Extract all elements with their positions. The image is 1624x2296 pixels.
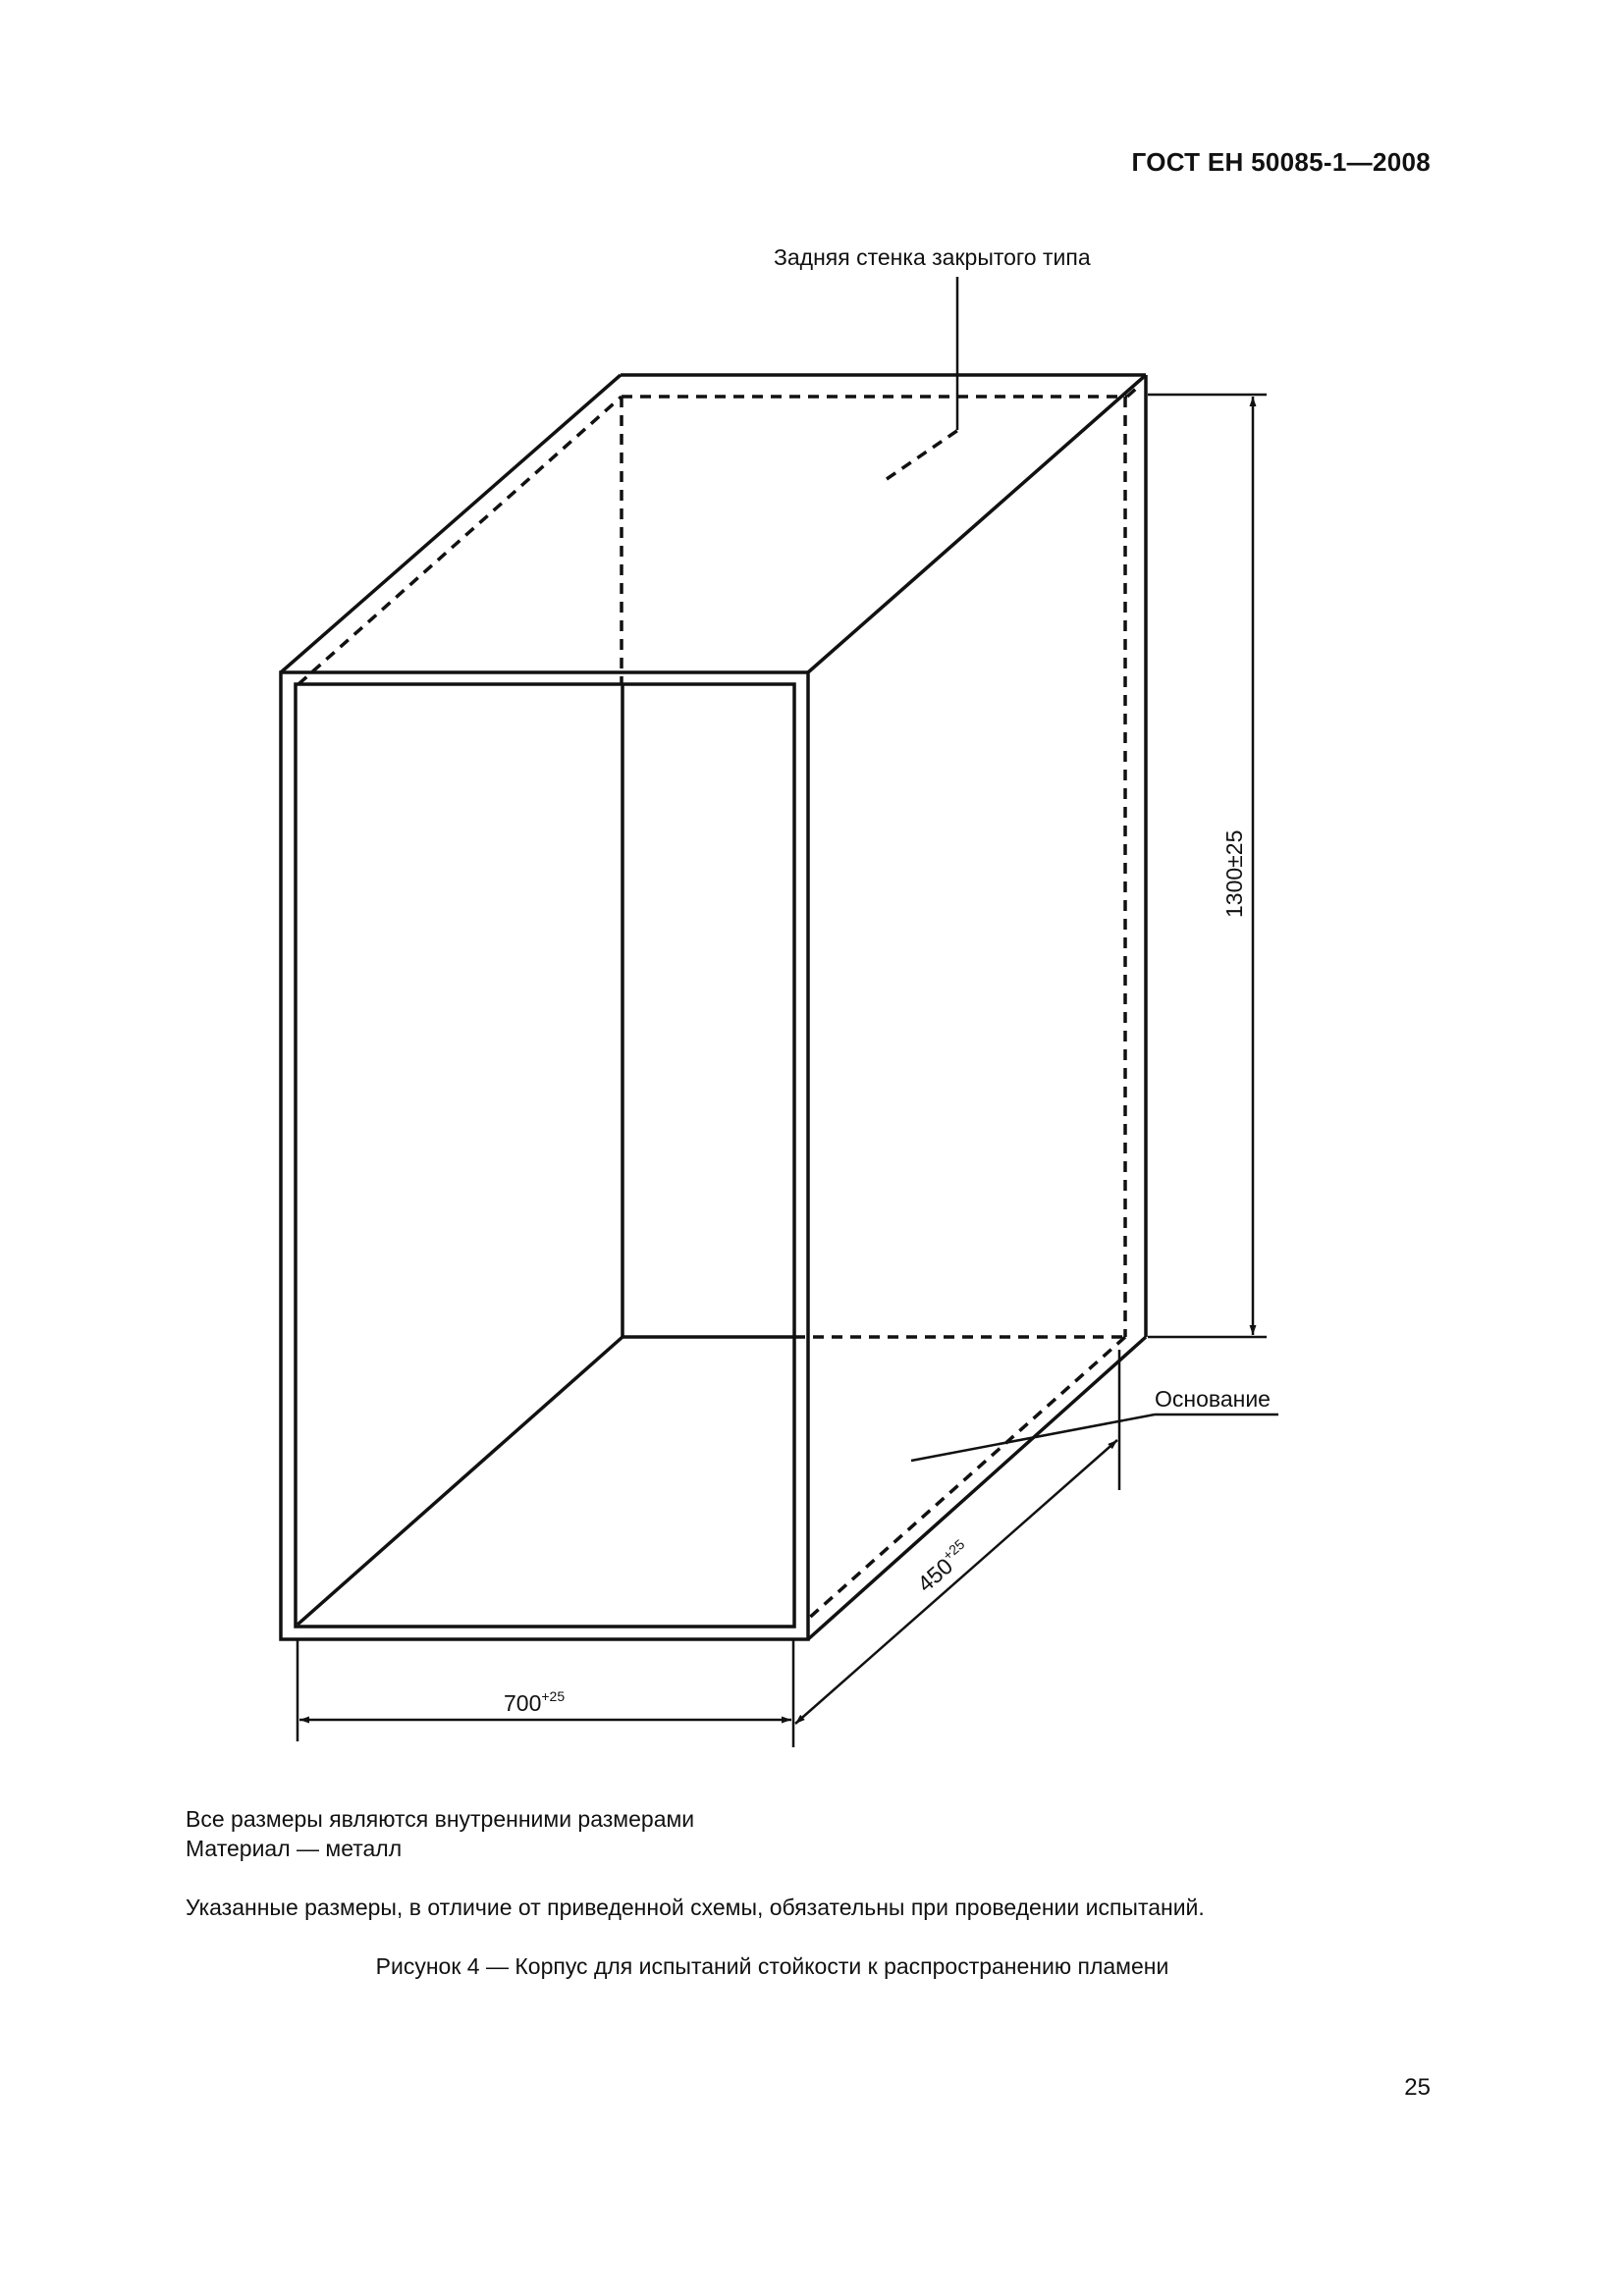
figure-caption: Рисунок 4 — Корпус для испытаний стойкости к распространению пламени bbox=[375, 1953, 1169, 1979]
right-bottom-edge bbox=[808, 1337, 1146, 1639]
front-frame-inner bbox=[296, 684, 794, 1627]
note-material: Материал — металл bbox=[186, 1836, 403, 1861]
depth-dimension-label bbox=[911, 1536, 975, 1597]
base-leader bbox=[911, 1350, 1278, 1490]
depth-dimension bbox=[795, 1440, 1117, 1724]
note-internal-dimensions: Все размеры являются внутренними размерами bbox=[186, 1806, 695, 1832]
width-tolerance: +25 bbox=[541, 1688, 566, 1704]
hidden-floor-right-diagonal bbox=[807, 1337, 1125, 1620]
enclosure-box bbox=[281, 375, 1146, 1639]
top-left-edge bbox=[281, 375, 621, 672]
standard-code-header: ГОСТ ЕН 50085-1—2008 bbox=[1131, 147, 1431, 177]
hidden-edges bbox=[298, 388, 1137, 1620]
depth-value: 450 bbox=[912, 1552, 958, 1597]
front-frame-outer bbox=[281, 672, 808, 1639]
hidden-top-inner-left bbox=[298, 397, 622, 684]
width-value: 700 bbox=[504, 1690, 542, 1716]
width-dimension-label bbox=[504, 1688, 565, 1716]
depth-dim-line bbox=[795, 1440, 1117, 1724]
height-dimension-label: 1300±25 bbox=[1221, 829, 1247, 918]
page-number: 25 bbox=[1404, 2074, 1431, 2101]
hidden-back-wall-marker bbox=[887, 430, 958, 479]
depth-tolerance: +25 bbox=[939, 1535, 968, 1564]
inner-floor-diagonal bbox=[298, 1337, 623, 1625]
top-right-edge bbox=[808, 375, 1146, 672]
height-dimension bbox=[1148, 395, 1267, 1337]
note-mandatory-dimensions: Указанные размеры, в отличие от приведенной схемы, обязательны при проведении испытаний. bbox=[186, 1895, 1205, 1920]
back-wall-label: Задняя стенка закрытого типа bbox=[774, 244, 1091, 270]
base-label: Основание bbox=[1155, 1386, 1271, 1412]
